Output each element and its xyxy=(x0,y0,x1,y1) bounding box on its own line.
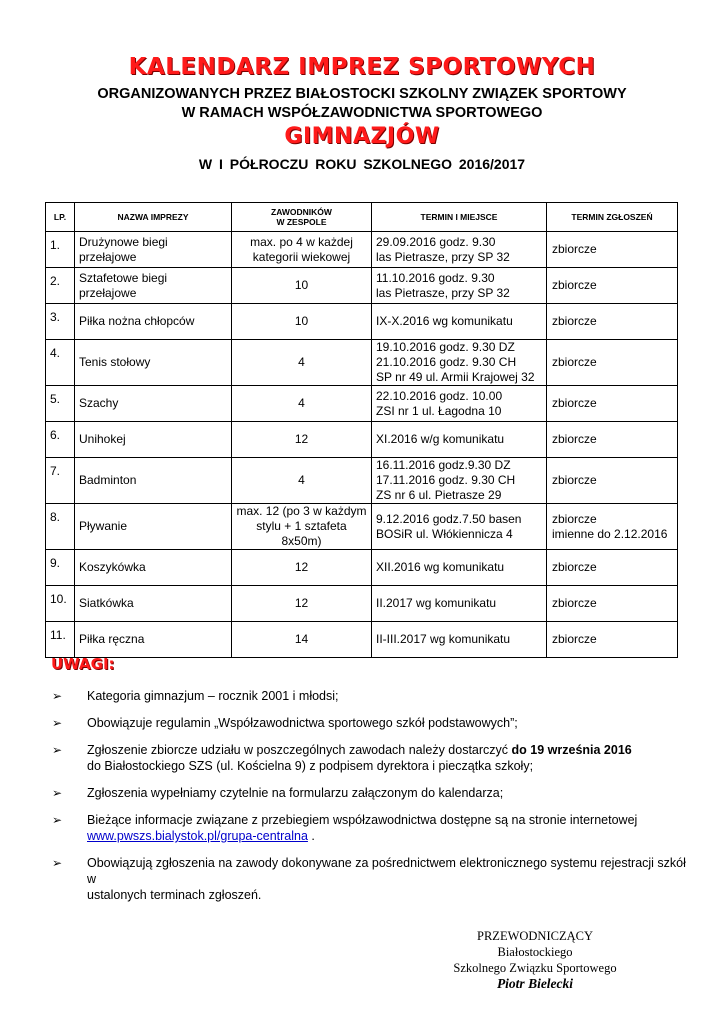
cell-competitors xyxy=(232,422,372,458)
bullet-arrow-icon: ➢ xyxy=(52,689,63,703)
bullet-arrow-icon: ➢ xyxy=(52,743,63,757)
signature-role: PRZEWODNICZĄCY xyxy=(477,929,593,943)
cell-registration-line: zbiorcze xyxy=(552,632,597,646)
cell-event-name-line: Badminton xyxy=(79,473,137,487)
cell-registration xyxy=(547,586,678,622)
bullet-arrow-icon: ➢ xyxy=(52,813,63,827)
document-title: KALENDARZ IMPREZ SPORTOWYCH xyxy=(128,54,596,80)
cell-lp xyxy=(46,268,75,304)
category-title: GIMNAZJÓW xyxy=(284,124,440,149)
cell-event-name xyxy=(75,586,232,622)
cell-competitors-line: max. po 4 w każdej xyxy=(250,234,353,249)
cell-term-place xyxy=(372,422,547,458)
cell-competitors xyxy=(232,340,372,386)
note-item xyxy=(52,715,692,731)
cell-competitors-line: max. 12 (po 3 w każdym xyxy=(236,504,367,518)
header-competitors-line2: W ZESPOLE xyxy=(276,217,327,227)
cell-lp xyxy=(46,304,75,340)
cell-event-name xyxy=(75,422,232,458)
cell-registration xyxy=(547,386,678,422)
cell-competitors xyxy=(232,232,372,268)
subtitle-period: W I PÓŁROCZU ROKU SZKOLNEGO 2016/2017 xyxy=(198,156,526,172)
signature-org-line1: Białostockiego xyxy=(497,945,573,959)
cell-term-place xyxy=(372,622,547,658)
table-row xyxy=(46,458,678,504)
cell-registration xyxy=(547,458,678,504)
note-text: Obowiązuje regulamin „Współzawodnictwa sportowego szkół podstawowych”; xyxy=(87,716,518,730)
cell-term-place xyxy=(372,504,547,550)
cell-lp-line: 4. xyxy=(50,346,61,360)
cell-lp-line: 11. xyxy=(50,628,66,642)
subtitle-organizer: ORGANIZOWANYCH PRZEZ BIAŁOSTOCKI SZKOLNY ZWIĄZEK SPORTOWY xyxy=(97,86,627,102)
cell-term-place-line: las Pietrasze, przy SP 32 xyxy=(376,285,510,300)
cell-registration-line: zbiorcze xyxy=(552,473,597,487)
cell-lp xyxy=(46,232,75,268)
cell-registration-line: zbiorcze xyxy=(552,278,597,292)
cell-event-name xyxy=(75,386,232,422)
cell-lp-line: 2. xyxy=(50,274,61,288)
cell-competitors-line: 4 xyxy=(298,396,305,410)
cell-term-place-line: 16.11.2016 godz.9.30 DZ xyxy=(376,458,511,472)
cell-term-place-line: 19.10.2016 godz. 9.30 DZ xyxy=(376,340,515,354)
table-header-row xyxy=(46,203,678,232)
notes-heading: UWAGI: xyxy=(51,655,115,673)
cell-term-place xyxy=(372,232,547,268)
table-row xyxy=(46,550,678,586)
cell-term-place xyxy=(372,340,547,386)
cell-competitors-line: 12 xyxy=(294,560,309,574)
table-row xyxy=(46,422,678,458)
cell-lp xyxy=(46,340,75,386)
cell-registration-line: zbiorcze xyxy=(552,396,597,410)
cell-event-name xyxy=(75,504,232,550)
cell-registration-line: zbiorcze xyxy=(552,596,597,610)
cell-term-place-line: 29.09.2016 godz. 9.30 xyxy=(376,234,496,249)
signature-name: Piotr Bielecki xyxy=(496,976,574,991)
cell-lp xyxy=(46,586,75,622)
table-row xyxy=(46,340,678,386)
cell-registration xyxy=(547,268,678,304)
bullet-arrow-icon: ➢ xyxy=(52,786,63,800)
bullet-arrow-icon: ➢ xyxy=(52,716,63,730)
cell-registration-line: zbiorcze xyxy=(552,511,597,526)
cell-competitors xyxy=(232,586,372,622)
cell-competitors xyxy=(232,622,372,658)
cell-term-place-line: XI.2016 w/g komunikatu xyxy=(376,432,505,446)
cell-lp xyxy=(46,458,75,504)
table-row xyxy=(46,504,678,550)
subtitle-framework: W RAMACH WSPÓŁZAWODNICTWA SPORTOWEGO xyxy=(181,105,543,121)
cell-event-name xyxy=(75,550,232,586)
cell-event-name xyxy=(75,622,232,658)
cell-registration xyxy=(547,550,678,586)
cell-registration-line: zbiorcze xyxy=(552,355,597,369)
header-competitors-line1: ZAWODNIKÓW xyxy=(271,207,332,217)
table-row xyxy=(46,304,678,340)
cell-event-name xyxy=(75,304,232,340)
events-table xyxy=(45,202,678,658)
cell-term-place xyxy=(372,458,547,504)
cell-event-name-line: Tenis stołowy xyxy=(79,355,151,369)
cell-lp-line: 10. xyxy=(50,592,67,606)
table-row xyxy=(46,232,678,268)
cell-event-name-line: Sztafetowe biegi przełajowe xyxy=(79,270,168,300)
cell-term-place-line: II-III.2017 wg komunikatu xyxy=(376,632,511,646)
cell-lp xyxy=(46,386,75,422)
header-term: TERMIN I MIEJSCE xyxy=(372,203,547,232)
cell-term-place-line: 11.10.2016 godz. 9.30 xyxy=(376,270,495,285)
cell-registration xyxy=(547,232,678,268)
cell-lp xyxy=(46,622,75,658)
cell-registration xyxy=(547,504,678,550)
note-item xyxy=(52,812,692,844)
table-row xyxy=(46,386,678,422)
cell-term-place xyxy=(372,268,547,304)
cell-lp-line: 5. xyxy=(50,392,61,406)
header-lp: LP. xyxy=(46,203,75,232)
note-text-continued: do Białostockiego SZS (ul. Kościelna 9) z podpisem dyrektora i pieczątka szkoły; xyxy=(87,759,534,773)
cell-term-place-line: ZS nr 6 ul. Pietrasze 29 xyxy=(376,488,502,502)
header-registration: TERMIN ZGŁOSZEŃ xyxy=(547,203,678,232)
cell-lp-line: 3. xyxy=(50,310,61,324)
signature-block xyxy=(440,928,630,992)
cell-registration-line: zbiorcze xyxy=(552,242,597,256)
table-row xyxy=(46,622,678,658)
cell-event-name-line: Pływanie xyxy=(79,519,128,533)
table-row xyxy=(46,586,678,622)
note-text-end: . xyxy=(307,829,315,843)
notes-list xyxy=(52,688,692,914)
note-item xyxy=(52,688,692,704)
cell-competitors-line: 14 xyxy=(294,632,309,646)
cell-term-place-line: BOSiR ul. Włókiennicza 4 xyxy=(376,526,513,541)
cell-term-place xyxy=(372,586,547,622)
cell-registration-line: zbiorcze xyxy=(552,314,597,328)
cell-competitors-line: 4 xyxy=(298,473,305,487)
cell-term-place xyxy=(372,304,547,340)
cell-competitors xyxy=(232,458,372,504)
note-item xyxy=(52,855,692,903)
cell-event-name-line: Koszykówka xyxy=(79,560,146,574)
cell-registration xyxy=(547,304,678,340)
cell-competitors-line: 4 xyxy=(298,355,305,369)
cell-term-place-line: SP nr 49 ul. Armii Krajowej 32 xyxy=(376,370,535,384)
header-competitors xyxy=(232,203,372,232)
cell-event-name xyxy=(75,458,232,504)
cell-term-place-line: II.2017 wg komunikatu xyxy=(376,596,497,610)
cell-term-place-line: las Pietrasze, przy SP 32 xyxy=(376,249,510,264)
cell-competitors xyxy=(232,268,372,304)
bullet-arrow-icon: ➢ xyxy=(52,856,63,870)
cell-competitors xyxy=(232,304,372,340)
signature-org-line2: Szkolnego Związku Sportowego xyxy=(453,961,617,975)
note-text: Kategoria gimnazjum – rocznik 2001 i młodsi; xyxy=(87,689,339,703)
note-text: Bieżące informacje związane z przebiegiem współzawodnictwa dostępne są na stronie internetowej xyxy=(87,813,638,827)
cell-lp-line: 1. xyxy=(50,238,61,252)
cell-term-place-line: 17.11.2016 godz. 9.30 CH xyxy=(376,473,516,487)
cell-term-place-line: XII.2016 wg komunikatu xyxy=(376,560,505,574)
cell-competitors-line: stylu + 1 sztafeta 8x50m) xyxy=(256,519,347,548)
cell-lp xyxy=(46,422,75,458)
cell-registration xyxy=(547,622,678,658)
cell-event-name-line: Piłka ręczna xyxy=(79,632,145,646)
cell-term-place-line: ZSI nr 1 ul. Łagodna 10 xyxy=(376,403,502,418)
cell-lp-line: 7. xyxy=(50,464,61,478)
cell-event-name xyxy=(75,232,232,268)
note-text: Obowiązują zgłoszenia na zawody dokonywane za pośrednictwem elektronicznego systemu rejestracji szkół w xyxy=(87,856,686,886)
table-row xyxy=(46,268,678,304)
cell-term-place-line: IX-X.2016 wg komunikatu xyxy=(376,314,513,328)
cell-event-name-line: Drużynowe biegi przełajowe xyxy=(79,234,168,264)
note-text-continued: ustalonych terminach zgłoszeń. xyxy=(87,888,262,902)
cell-term-place xyxy=(372,550,547,586)
cell-term-place-line: 21.10.2016 godz. 9.30 CH xyxy=(376,355,517,369)
cell-event-name-line: Piłka nożna chłopców xyxy=(79,314,195,328)
note-item xyxy=(52,742,692,774)
cell-competitors xyxy=(232,386,372,422)
cell-registration-line: zbiorcze xyxy=(552,432,597,446)
cell-competitors xyxy=(232,504,372,550)
cell-term-place xyxy=(372,386,547,422)
cell-term-place-line: 9.12.2016 godz.7.50 basen xyxy=(376,511,522,526)
cell-competitors-line: 10 xyxy=(294,278,309,292)
note-text: Zgłoszenie zbiorcze udziału w poszczególnych zawodach należy dostarczyć xyxy=(87,743,512,757)
cell-registration xyxy=(547,422,678,458)
cell-competitors-line: kategorii wiekowej xyxy=(252,249,351,264)
note-deadline: do 19 września 2016 xyxy=(511,743,632,757)
cell-registration-line: zbiorcze xyxy=(552,560,597,574)
cell-competitors xyxy=(232,550,372,586)
cell-registration-line: imienne do 2.12.2016 xyxy=(552,526,668,541)
header-name: NAZWA IMPREZY xyxy=(75,203,232,232)
note-text: Zgłoszenia wypełniamy czytelnie na formularzu załączonym do kalendarza; xyxy=(87,786,504,800)
cell-lp xyxy=(46,550,75,586)
cell-competitors-line: 10 xyxy=(294,314,309,328)
cell-registration xyxy=(547,340,678,386)
website-link[interactable]: www.pwszs.bialystok.pl/grupa-centralna xyxy=(87,829,308,843)
cell-event-name xyxy=(75,268,232,304)
cell-lp-line: 9. xyxy=(50,556,61,570)
cell-competitors-line: 12 xyxy=(294,432,309,446)
cell-lp-line: 8. xyxy=(50,510,61,524)
cell-event-name-line: Unihokej xyxy=(79,432,126,446)
note-item xyxy=(52,785,692,801)
cell-term-place-line: 22.10.2016 godz. 10.00 xyxy=(376,388,503,403)
cell-event-name xyxy=(75,340,232,386)
cell-competitors-line: 12 xyxy=(294,596,309,610)
cell-lp-line: 6. xyxy=(50,428,61,442)
cell-event-name-line: Siatkówka xyxy=(79,596,134,610)
cell-lp xyxy=(46,504,75,550)
cell-event-name-line: Szachy xyxy=(79,396,119,410)
